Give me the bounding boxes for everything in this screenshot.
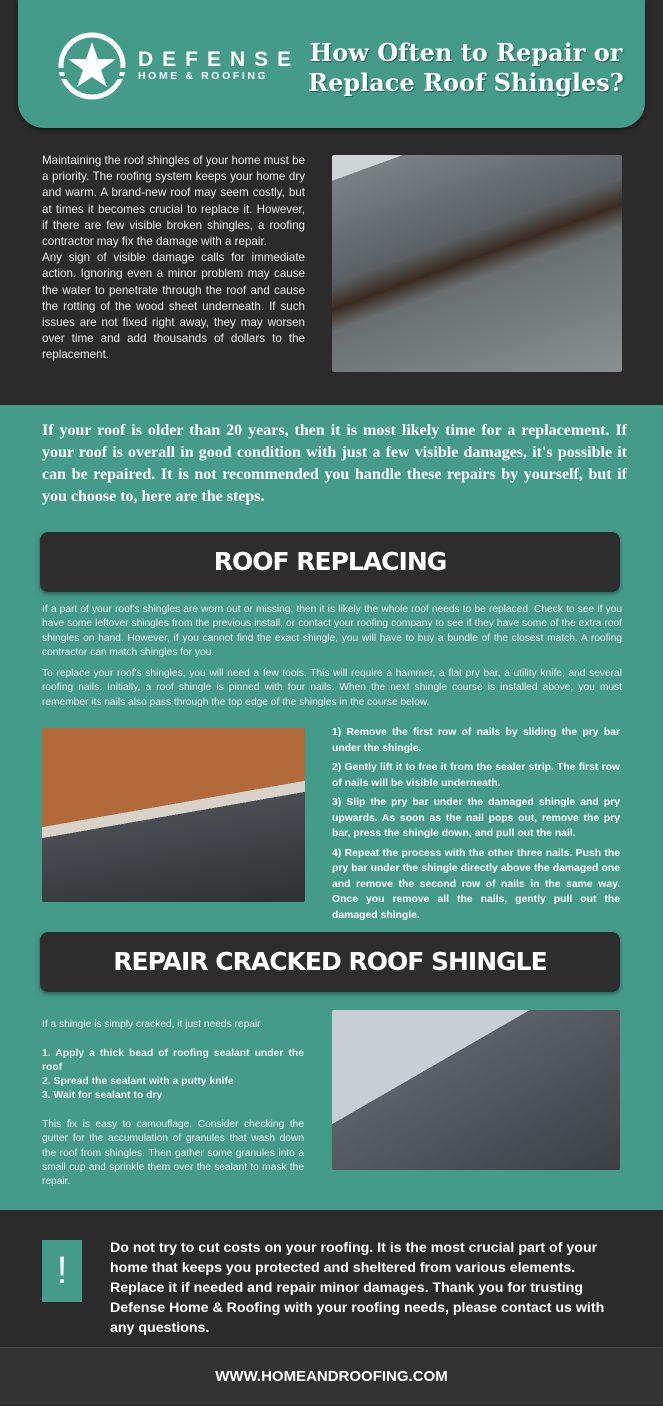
- roof-replacing-heading: ROOF REPLACING: [40, 532, 620, 592]
- replacing-steps: [332, 725, 620, 927]
- repair-step: 1. Apply a thick bead of roofing sealant under the roof: [42, 1047, 304, 1073]
- star-logo-icon: [58, 32, 126, 100]
- intro-text: [42, 153, 305, 364]
- repair-heading: REPAIR CRACKED ROOF SHINGLE: [40, 932, 620, 992]
- closing-text: Do not try to cut costs on your roofing. It is the most crucial part of your home that keeps you protected and sheltered from various elements. Replace it if needed and repair minor damages. Thank you for trusting Defense Home & Roofing with your roofing needs, please contact us with any questions.: [110, 1240, 605, 1336]
- repair-text: [42, 1018, 304, 1190]
- repair-intro: If a shingle is simply cracked, it just needs repair.: [42, 1019, 263, 1030]
- lead-text: If your roof is older than 20 years, then it is most likely time for a replacement. If your roof is overall in good condition with just a few visible damages, it's possible it can be repaired. It is not recommended you handle these repairs by yourself, but if you choose to, here are the steps.: [42, 422, 627, 505]
- roofer-hammer-photo: [42, 728, 305, 902]
- website-link[interactable]: WWW.HOMEANDROOFING.COM: [0, 1347, 663, 1405]
- broken-shingles-photo: [332, 155, 622, 372]
- replacing-paragraph: If a part of your roof's shingles are worn out or missing, then it is likely the whole roof needs to be replaced. Check to see if you have some leftover shingles from the previous install, or contact your roofing company to see if they have some of the extra roof shingles on hand. However, if you cannot find the exact shingle, you will have to buy a bundle of the closest match. A roofing contractor can match shingles for you.: [42, 604, 622, 658]
- intro-paragraph: Maintaining the roof shingles of your home must be a priority. The roofing system keeps your home dry and warm. A brand-new roof may seem costly, but at times it becomes crucial to replace it. However, if there are few visible broken shingles, a roofing contractor may fix the damage with a repair.: [42, 154, 305, 249]
- brand-name: DEFENSE: [138, 48, 301, 71]
- repair-step: 3. Wait for sealant to dry: [42, 1090, 163, 1102]
- repair-step: 2. Spread the sealant with a putty knife: [42, 1076, 234, 1088]
- repair-outro: This fix is easy to camouflage. Consider checking the gutter for the accumulation of granules that wash down the roof from shingles. Then gather some granules into a small cup and sprinkle them over the sealant to mask the repair.: [42, 1119, 304, 1188]
- step-item: 2) Gently lift it to free it from the sealer strip. The first row of nails will be visible underneath.: [332, 762, 620, 789]
- page-title: How Often to Repair or Replace Roof Shingles?: [308, 38, 624, 97]
- tools-paragraph: To replace your roof's shingles, you will need a few tools. This will require a hammer, a flat pry bar, a utility knife, and several roofing nails. Initially, a roof shingle is pinned with four nails. When the next shingle course is installed above, you must remember its nails also pass through the top edge of the shingles in the course below.: [42, 668, 622, 708]
- step-item: 4) Repeat the process with the other three nails. Push the pry bar under the shingle directly above the damaged one and remove the second row of nails in the same way. Once you remove all the nails, gently pull out the damaged shingle.: [332, 847, 620, 921]
- intro-paragraph: Any sign of visible damage calls for immediate action. Ignoring even a minor problem may cause the water to penetrate through the roof and cause the rotting of the wood sheet underneath. If such issues are not fixed right away, they may worsen over time and add thousands of dollars to the replacement.: [42, 251, 305, 362]
- exclamation-icon: !: [42, 1240, 82, 1302]
- step-item: 1) Remove the first row of nails by sliding the pry bar under the shingle.: [332, 727, 620, 754]
- step-item: 3) Slip the pry bar under the damaged shingle and pry upwards. As soon as the nail pops out, remove the pry bar, press the shingle down, and pull out the nail.: [332, 797, 620, 839]
- roofer-repair-photo: [332, 1010, 620, 1170]
- brand-subtitle: HOME & ROOFING: [138, 70, 269, 82]
